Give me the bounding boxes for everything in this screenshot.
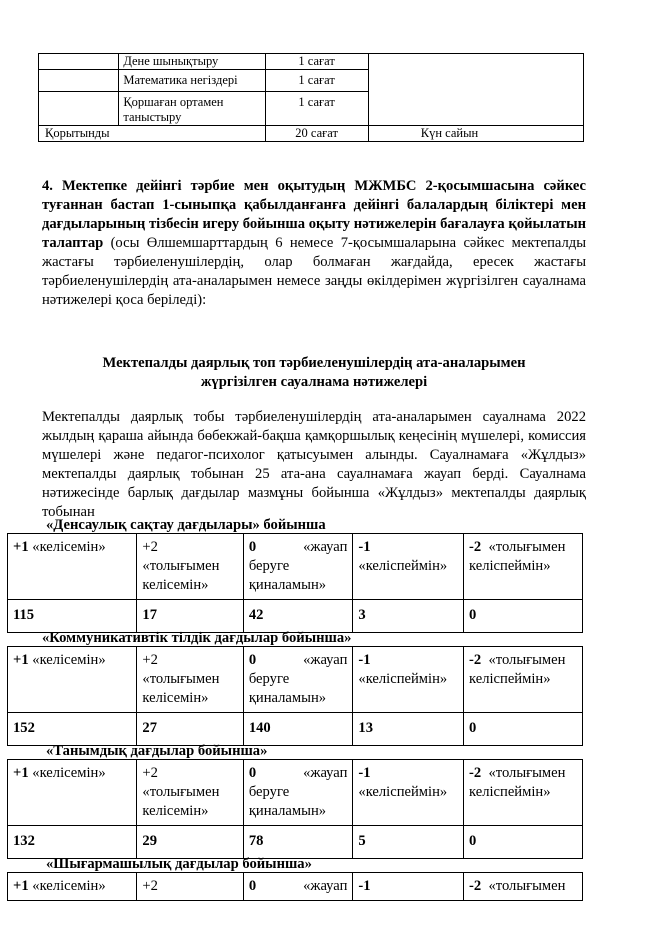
- answer-header: [353, 647, 464, 713]
- survey-title: «Танымдық дағдылар бойынша»: [46, 743, 268, 759]
- table-row: [8, 647, 583, 713]
- answer-text: қиналамын»: [248, 690, 327, 706]
- answer-text: келіспеймін»: [469, 558, 551, 574]
- answer-text: «толығымен: [142, 784, 220, 800]
- value-cell: 17: [137, 600, 243, 633]
- survey-heading-line: Мектепалды даярлық топ тәрбиеленушілердің ата-аналарымен: [102, 355, 526, 371]
- answer-text: «жауап: [303, 765, 348, 781]
- table-row: [8, 873, 583, 901]
- answer-text: қиналамын»: [248, 577, 327, 593]
- table-cell: [39, 92, 119, 126]
- answer-code: +2: [142, 878, 158, 894]
- answer-text: «жауап: [303, 539, 348, 555]
- answer-header: [243, 647, 353, 713]
- answer-code: -1: [358, 652, 371, 668]
- survey-title: «Денсаулық сақтау дағдылары» бойынша: [46, 517, 326, 533]
- table-cell: [368, 54, 583, 126]
- subject-cell: [119, 92, 265, 126]
- answer-text: «келіспеймін»: [358, 558, 448, 574]
- subject-cell: Дене шынықтыру: [119, 54, 265, 70]
- table-cell: [39, 70, 119, 92]
- value-cell: 0: [464, 713, 583, 746]
- section4-paragraph: [42, 177, 586, 310]
- answer-code: +1: [13, 878, 29, 894]
- answer-code: -2: [469, 539, 482, 555]
- answer-text: келісемін»: [142, 577, 209, 593]
- survey-table: [7, 759, 583, 859]
- answer-header: [353, 760, 464, 826]
- survey-table: [7, 646, 583, 746]
- table-cell: [39, 54, 119, 70]
- answer-code: +1: [13, 652, 29, 668]
- value-cell: 115: [8, 600, 137, 633]
- answer-header: [243, 873, 353, 901]
- answer-code: +2: [142, 652, 158, 668]
- survey-table: [7, 872, 583, 901]
- answer-header: [137, 534, 243, 600]
- answer-text: «келісемін»: [32, 652, 106, 668]
- value-cell: 140: [243, 713, 353, 746]
- answer-text: «келісемін»: [32, 539, 106, 555]
- answer-text: келісемін»: [142, 803, 209, 819]
- survey-table: [7, 533, 583, 633]
- survey-heading-line: жүргізілген сауалнама нәтижелері: [200, 374, 428, 390]
- answer-text: «толығымен: [142, 671, 220, 687]
- subject-cell: Математика негіздері: [119, 70, 265, 92]
- answer-text: беруге: [248, 558, 290, 574]
- answer-header: [353, 873, 464, 901]
- table-row-total: [39, 126, 584, 142]
- answer-text: «келіспеймін»: [358, 784, 448, 800]
- survey-title: «Шығармашылық дағдылар бойынша»: [46, 856, 312, 872]
- value-cell: 3: [353, 600, 464, 633]
- answer-text: «толығымен: [488, 878, 566, 894]
- table-row: [8, 600, 583, 633]
- total-frequency: Күн сайын: [368, 126, 583, 142]
- answer-text: келіспеймін»: [469, 671, 551, 687]
- subject-line: Қоршаған ортамен: [123, 95, 224, 109]
- answer-code: +2: [142, 765, 158, 781]
- answer-code: 0: [248, 652, 257, 668]
- hours-cell: 1 сағат: [265, 54, 368, 70]
- total-label: Қорытынды: [39, 126, 266, 142]
- table-row: [8, 826, 583, 859]
- value-cell: 78: [243, 826, 353, 859]
- answer-text: «жауап: [303, 878, 348, 894]
- answer-header: [8, 534, 137, 600]
- answer-text: беруге: [248, 671, 290, 687]
- value-cell: 0: [464, 826, 583, 859]
- subject-line: таныстыру: [123, 110, 182, 124]
- value-cell: 29: [137, 826, 243, 859]
- answer-code: -2: [469, 652, 482, 668]
- answer-text: «жауап: [303, 652, 348, 668]
- answer-header: [464, 647, 583, 713]
- answer-code: -1: [358, 539, 371, 555]
- answer-code: +1: [13, 539, 29, 555]
- answer-text: келіспеймін»: [469, 784, 551, 800]
- answer-text: «келісемін»: [32, 878, 106, 894]
- answer-text: «толығымен: [142, 558, 220, 574]
- answer-code: +2: [142, 539, 158, 555]
- value-cell: 42: [243, 600, 353, 633]
- answer-header: [353, 534, 464, 600]
- answer-text: беруге: [248, 784, 290, 800]
- answer-code: 0: [248, 539, 257, 555]
- survey-title: «Коммуникативтік тілдік дағдылар бойынша»: [42, 630, 352, 646]
- value-cell: 13: [353, 713, 464, 746]
- answer-header: [243, 760, 353, 826]
- table-row: [39, 54, 584, 70]
- hours-cell: 1 сағат: [265, 70, 368, 92]
- section4-bold: 4. Мектепке дейінгі тәрбие мен оқытудың МЖМБС 2-қосымшасына сәйкес туғаннан бастап 1-сыныпқа қабылданғанға дейінгі балалардың біліктері мен дағдыларының тізбесін игеру бойынша оқыту нәтижелерін бағалауға қойылатын талаптар: [42, 178, 586, 251]
- answer-code: 0: [248, 765, 257, 781]
- answer-code: -1: [358, 765, 371, 781]
- answer-header: [464, 873, 583, 901]
- table-row: [8, 760, 583, 826]
- answer-text: «келіспеймін»: [358, 671, 448, 687]
- answer-code: 0: [248, 878, 257, 894]
- answer-header: [8, 760, 137, 826]
- answer-text: «толығымен: [488, 539, 566, 555]
- table-row: [8, 534, 583, 600]
- answer-text: «келісемін»: [32, 765, 106, 781]
- value-cell: 0: [464, 600, 583, 633]
- answer-header: [137, 873, 243, 901]
- hours-cell: 1 сағат: [265, 92, 368, 126]
- answer-text: келісемін»: [142, 690, 209, 706]
- table-row: [8, 713, 583, 746]
- answer-code: -2: [469, 765, 482, 781]
- answer-header: [8, 873, 137, 901]
- survey-heading: [42, 354, 586, 392]
- answer-text: қиналамын»: [248, 803, 327, 819]
- answer-text: «толығымен: [488, 765, 566, 781]
- total-hours: 20 сағат: [265, 126, 368, 142]
- answer-header: [464, 760, 583, 826]
- value-cell: 132: [8, 826, 137, 859]
- answer-header: [137, 647, 243, 713]
- answer-header: [8, 647, 137, 713]
- hours-table: [38, 53, 584, 142]
- survey-intro: Мектепалды даярлық тобы тәрбиеленушілердің ата-аналарымен сауалнама 2022 жылдың қараша айында бөбекжай-бақша қамқоршылық кеңесінің мүшелері, комиссия мүшелері және педагог-психолог қатысуымен алынды. Сауалнамаға «Жұлдыз» мектепалды даярлық тобынан 25 ата-ана сауалнамаға жауап берді. Сауалнама нәтижесінде барлық дағдылар мазмұны бойынша «Жұлдыз» мектепалды даярлық тобынан: [42, 409, 586, 520]
- section4-normal: (осы Өлшемшарттардың 6 немесе 7-қосымшаларына сәйкес мектепалды жастағы тәрбиеленушілердің, олар болмаған жағдайда, ересек жастағы тәрбиеленушілердің ата-аналарымен немесе заңды өкілдерімен жүргізілген сауалнама нәтижелері қоса беріледі):: [42, 235, 586, 308]
- answer-header: [243, 534, 353, 600]
- answer-code: -2: [469, 878, 482, 894]
- value-cell: 152: [8, 713, 137, 746]
- answer-text: «толығымен: [488, 652, 566, 668]
- answer-header: [464, 534, 583, 600]
- answer-code: +1: [13, 765, 29, 781]
- value-cell: 5: [353, 826, 464, 859]
- answer-header: [137, 760, 243, 826]
- value-cell: 27: [137, 713, 243, 746]
- answer-code: -1: [358, 878, 371, 894]
